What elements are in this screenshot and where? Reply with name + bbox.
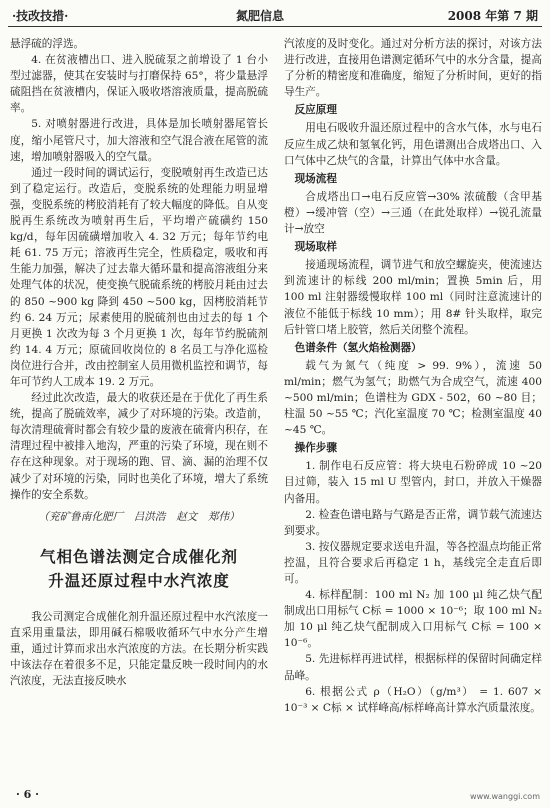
section-heading: 操作步骤 [294,442,337,455]
paragraph: 经过此次改造，最大的收获还是在于优化了再生系统，提高了脱硫效率，减少了对环境的污染。改造前，每次清理硫膏时都会有较少量的废液在硫膏内积存，在清理过程中被排入地沟，严重的污染了环境，现在则不存在这种现象。对于现场的跑、冒、滴、漏的治理不仅减少了对环境的污染，同时也美化了环境，增大了系统操作的安全系数。 [10,392,268,501]
section-heading: 反应原理 [294,104,337,117]
issue-label: 2008 年第 7 期 [447,9,538,23]
watermark: www.wanggi.com [470,792,540,801]
section-heading: 色谱条件（氢火焰检测器） [294,341,422,354]
page-number: · 6 · [16,788,39,801]
paragraph: 悬浮硫的浮选。 [10,38,85,50]
paragraph: 合成塔出口→电石反应管→30% 浓硫酸（含甲基橙）→缓冲管（空）→三通（在此处取样）→锐孔流量计→放空 [284,190,542,236]
section-heading: 现场取样 [294,241,337,254]
journal-name: 氮肥信息 [236,9,285,23]
paragraph: 3. 按仪器规定要求送电升温，等各控温点均能正常控温，且符合要求后再稳定 1 h，基线完全走直后即可。 [284,540,542,585]
article-title [10,545,268,593]
section-heading: 现场流程 [294,172,337,185]
paragraph: 2. 检查色谱电路与气路是否正常，调节载气流速达到要求。 [284,508,542,537]
section-label: ·技改技措· [12,9,69,23]
left-column [10,36,268,689]
paragraph: 1. 制作电石反应管：将大块电石粉碎成 10 ~20 目过筛，装入 15 ml U 型管内，封口，并放入干燥器内备用。 [284,460,542,505]
right-column [284,36,542,716]
paragraph: 用电石吸收升温还原过程中的含水气体，水与电石反应生成乙炔和氢氧化钙，用色谱测出合成塔出口、入口气体中乙炔气的含量，计算出气体中水含量。 [284,122,542,167]
paragraph: 5. 先进标样再进试样，根据标样的保留时间确定样品峰。 [284,653,542,682]
paragraph: 接通现场流程，调节进气和放空螺旋夹，使流速达到流速计的标线 200 ml/min；置换 5min 后，用 100 ml 注射器缓慢取样 100 ml（同时注意流速计的液位不能低于标线 10 mm）；用 8# 针头取样，取完后针管口堵上胶管，然后关闭整个流程。 [284,259,542,336]
paragraph: 6. 根据公式 ρ（H₂O）（g/m³） = 1. 607 × 10⁻³ × C标 × 试样峰高/标样峰高计算水汽质量浓度。 [284,685,542,714]
paragraph: 载气为氮气（纯度 > 99. 9%），流速 50 ml/min；燃气为氢气；助燃气为合成空气，流速 400 ~500 ml/min；色谱柱为 GDX - 502，60 ~80 目；柱温 50 ~55 ℃；汽化室温度 70 ℃；检测室温度 40 ~45 ℃。 [284,359,542,437]
paragraph: 4. 标样配制：100 ml N₂ 加 100 μl 纯乙炔气配制成出口用标气 C标 = 1000 × 10⁻⁶；取 100 ml N₂ 加 10 μl 纯乙炔气配制成入口用标气 C标 = 100 × 10⁻⁶。 [284,589,542,650]
paragraph: 通过一段时间的调试运行，变脱喷射再生改造已达到了稳定运行。改造后，变脱系统的处理能力明显增强，变脱系统的栲胶消耗有了较大幅度的降低。自从变脱再生系统改为喷射再生后，平均增产硫磺约 150 kg/d，每年因硫磺增加收入 4. 32 万元；每年节约电耗 61. 75 万元；溶液再生完全，性质稳定，吸收和再生能力加强，解决了过去靠大循环量和提高溶液组分来处理气体的状况，使变换气脱硫系统的栲胶月耗由过去的 850 ~900 kg 降到 450 ~500 kg，因栲胶消耗节约 6. 24 万元；尿素使用的脱硫剂也由过去的每 1 个月更换 1 次改为每 3 个月更换 1 次，每年节约脱硫剂约 14. 4 万元；原硫回收岗位的 8 名员工与净化巡检岗位进行合并，改由控制室人员用微机监控和调节，每年可节约人工成本 19. 2 万元。 [10,166,268,388]
author-line: （兖矿鲁南化肥厂 吕洪浩 赵文 郑伟） [38,510,240,523]
paragraph: 5. 对喷射器进行改进，具体是加长喷射器尾管长度，缩小尾管尺寸，加大溶液和空气混合液在尾管的流速，增加喷射器吸入的空气量。 [10,118,268,163]
running-header [0,0,550,30]
article-title-line: 升温还原过程中水汽浓度 [48,571,230,590]
paragraph: 汽浓度的及时变化。通过对分析方法的探讨，对该方法进行改进，直接用色谱测定循环气中的水分含量，提高了分析的精密度和准确度，缩短了分析时间，更好的指导生产。 [284,38,542,99]
header-rule [8,26,542,27]
paragraph: 4. 在贫液槽出口、进入脱硫泵之前增设了 1 台小型过滤器，使其在安装时与打磨保持 65°，将少量悬浮硫阻挡在贫液槽内，保证入吸收塔溶液质量，提高脱硫率。 [10,54,268,115]
article-title-line: 气相色谱法测定合成催化剂 [39,547,238,566]
paragraph: 我公司测定合成催化剂升温还原过程中水汽浓度一直采用重量法，即用碱石棉吸收循环气中水分产生增重，通过计算而求出水汽浓度的方法。在长期分析实践中该法存在着很多不足，只能定量反映一段时间内的水汽浓度，无法直接反映水 [10,610,268,688]
